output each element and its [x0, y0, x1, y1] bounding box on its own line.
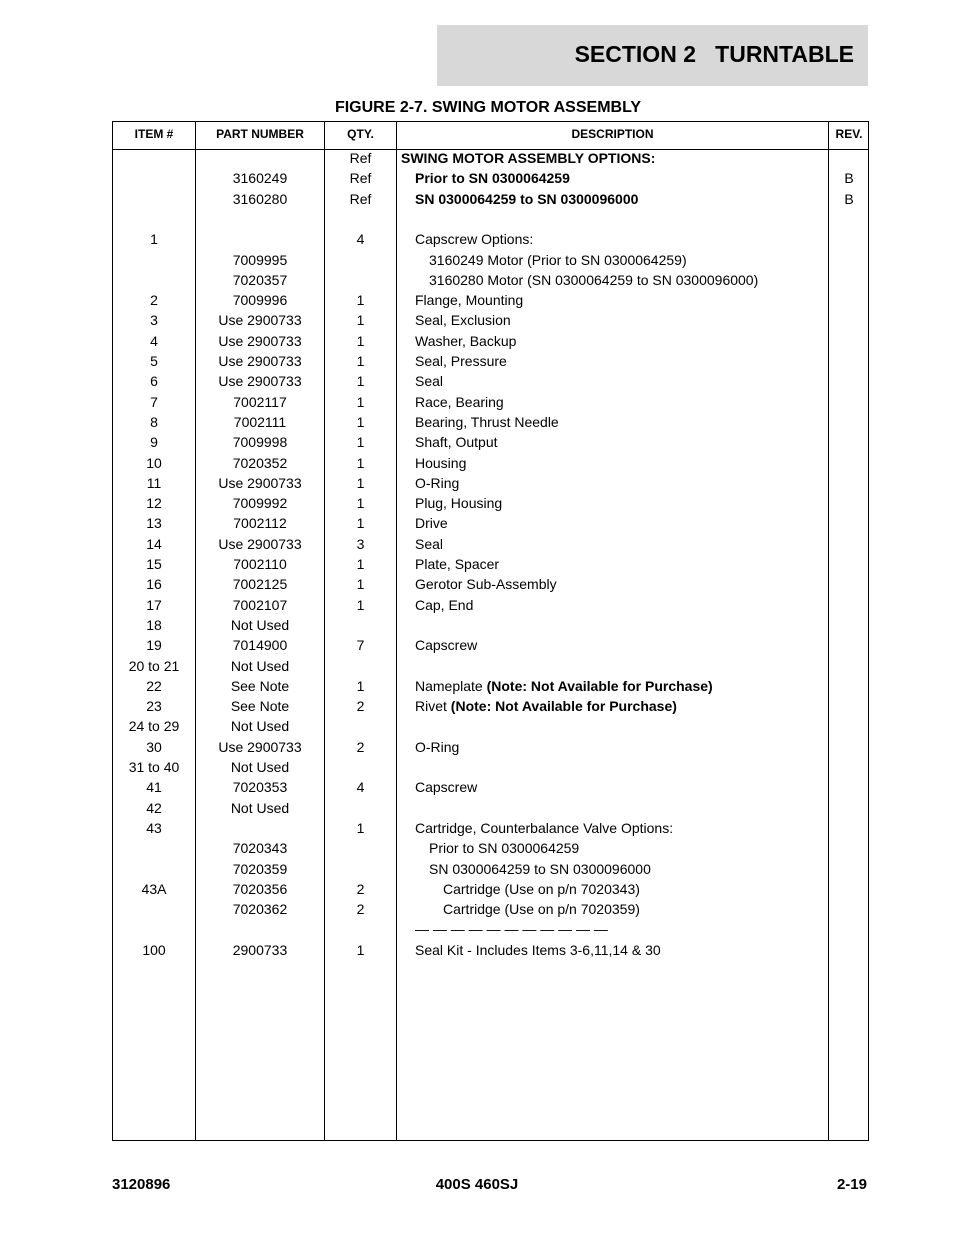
part-number: 7020359	[232, 860, 288, 877]
item-number: 23	[146, 698, 162, 715]
description-text: O-Ring	[415, 474, 460, 491]
quantity: 1	[356, 353, 365, 369]
item-number: 31 to 40	[128, 759, 180, 775]
description-text: 3160249 Motor (Prior to SN 0300064259)	[429, 251, 687, 268]
description-note: (Note: Not Available for Purchase)	[486, 677, 713, 694]
description	[397, 412, 845, 432]
description	[397, 250, 859, 270]
item-number: 17	[146, 596, 162, 613]
part-number: 7020362	[232, 901, 288, 918]
quantity: 4	[356, 231, 365, 248]
description	[397, 432, 845, 452]
part-number: 2900733	[232, 941, 288, 958]
table-row	[113, 716, 868, 736]
quantity: 1	[356, 495, 365, 512]
footer-doc-number: 3120896	[112, 1176, 171, 1193]
part-number: 7002111	[233, 413, 287, 430]
table-row	[113, 676, 868, 696]
description	[397, 392, 845, 412]
description	[397, 879, 873, 899]
table-row	[113, 696, 868, 716]
part-number: 3160280	[232, 190, 288, 207]
part-number: 7002110	[233, 556, 287, 572]
description-text: Shaft, Output	[415, 434, 498, 451]
description-text: Prior to SN 0300064259	[415, 170, 570, 187]
item-number: 43A	[141, 880, 167, 897]
part-number: Not Used	[230, 657, 290, 674]
table-row	[113, 859, 868, 879]
item-number: 12	[146, 495, 162, 512]
description-text: Capscrew	[415, 779, 478, 796]
header-part-number: PART NUMBER	[216, 127, 304, 141]
description	[397, 351, 845, 371]
description	[397, 189, 845, 209]
description	[397, 696, 845, 716]
table-row	[113, 879, 868, 899]
description-text: Prior to SN 0300064259	[429, 840, 580, 857]
item-number: 6	[150, 373, 158, 390]
footer-model: 400S 460SJ	[435, 1176, 519, 1193]
description	[397, 371, 845, 391]
item-number: 30	[146, 738, 162, 755]
description-text: Cartridge (Use on p/n 7020343)	[443, 880, 640, 897]
table-row	[113, 351, 868, 371]
part-number: 3160249	[232, 170, 288, 187]
description	[397, 310, 845, 330]
description	[397, 270, 859, 290]
description	[397, 737, 845, 757]
description	[397, 838, 859, 858]
item-number: 19	[146, 637, 162, 654]
description	[397, 899, 873, 919]
part-number: Use 2900733	[218, 312, 302, 329]
table-row	[113, 290, 868, 310]
part-number: 7009992	[232, 495, 288, 512]
description	[397, 493, 845, 513]
description	[397, 473, 845, 493]
table-row	[113, 656, 868, 676]
parts-table	[112, 121, 869, 1141]
table-row	[113, 919, 868, 939]
description-text: O-Ring	[415, 738, 460, 755]
part-number: 7009996	[232, 292, 288, 309]
part-number: See Note	[230, 698, 290, 715]
description-note: (Note: Not Available for Purchase)	[450, 698, 677, 715]
table-row	[113, 209, 868, 229]
description-text: Washer, Backup	[415, 332, 517, 349]
description	[397, 859, 859, 879]
table-row	[113, 412, 868, 432]
description-text: Nameplate	[415, 677, 487, 694]
quantity: 1	[356, 576, 365, 593]
part-number: Not Used	[230, 759, 290, 775]
part-number: 7020356	[232, 880, 288, 897]
description	[397, 777, 845, 797]
part-number: 7002117	[233, 393, 287, 410]
quantity: 1	[356, 312, 365, 329]
quantity: 1	[356, 434, 365, 451]
table-row	[113, 513, 868, 533]
item-number: 1	[150, 231, 158, 248]
description-text: Cartridge, Counterbalance Valve Options:	[415, 819, 674, 836]
part-number: Not Used	[230, 616, 290, 633]
quantity: 1	[356, 292, 365, 309]
table-row	[113, 574, 868, 594]
item-number: 22	[146, 677, 162, 694]
quantity: 1	[356, 941, 365, 958]
quantity: 1	[356, 413, 365, 430]
header-rev: REV.	[835, 127, 863, 141]
description-text: Race, Bearing	[415, 393, 504, 410]
description-text: SWING MOTOR ASSEMBLY OPTIONS:	[401, 150, 656, 166]
part-number: 7009998	[232, 434, 288, 451]
quantity: 1	[356, 373, 365, 390]
item-number: 14	[146, 535, 162, 552]
table-row	[113, 250, 868, 270]
table-row	[113, 432, 868, 452]
quantity: 2	[356, 698, 365, 715]
quantity: 2	[356, 901, 365, 918]
part-number: Not Used	[230, 799, 290, 816]
quantity: 3	[356, 535, 365, 552]
section-header	[437, 25, 868, 86]
table-row	[113, 554, 868, 574]
part-number: Use 2900733	[218, 373, 302, 390]
part-number: 7002112	[233, 515, 287, 532]
description	[397, 168, 845, 188]
item-number: 9	[150, 434, 158, 451]
description	[397, 574, 845, 594]
part-number: Not Used	[230, 718, 290, 735]
description-text: Seal, Exclusion	[415, 312, 511, 329]
item-number: 8	[150, 413, 158, 430]
item-number: 41	[146, 779, 162, 796]
part-number: 7009995	[232, 251, 288, 268]
part-number: 7020343	[232, 840, 288, 857]
revision: B	[844, 190, 854, 207]
quantity: 1	[356, 819, 365, 836]
description-text: Seal	[415, 373, 444, 390]
description-text: — — — — — — — — — — —	[415, 921, 608, 938]
quantity: Ref	[349, 170, 372, 187]
description	[397, 554, 845, 574]
description	[397, 534, 845, 554]
description-text: Capscrew	[415, 637, 478, 654]
description-text: Flange, Mounting	[415, 292, 524, 309]
footer-page-number: 2-19	[836, 1176, 867, 1193]
table-row	[113, 270, 868, 290]
description-text: Cap, End	[415, 596, 474, 613]
quantity: 1	[356, 677, 365, 694]
table-row	[113, 371, 868, 391]
quantity: 1	[356, 332, 365, 349]
description-text: 3160280 Motor (SN 0300064259 to SN 0300096000)	[429, 271, 759, 288]
header-qty: QTY.	[347, 127, 374, 141]
description-text: Seal	[415, 535, 444, 552]
quantity: 1	[356, 454, 365, 471]
table-row	[113, 737, 868, 757]
part-number: 7002125	[232, 576, 288, 593]
description	[397, 919, 845, 939]
table-row	[113, 940, 868, 960]
item-number: 13	[146, 515, 162, 532]
table-row	[113, 148, 868, 168]
description	[397, 676, 845, 696]
item-number: 11	[146, 474, 162, 491]
item-number: 100	[142, 941, 166, 958]
item-number: 42	[146, 799, 162, 816]
item-number: 16	[146, 576, 162, 593]
table-row	[113, 189, 868, 209]
description-text: Seal, Pressure	[415, 353, 507, 369]
part-number: See Note	[230, 677, 290, 694]
quantity: Ref	[349, 150, 372, 166]
item-number: 18	[146, 616, 162, 633]
table-row	[113, 635, 868, 655]
description-text: SN 0300064259 to SN 0300096000	[429, 860, 651, 877]
part-number: 7020352	[232, 454, 288, 471]
table-row	[113, 310, 868, 330]
description-text: Drive	[415, 515, 448, 532]
header-item: ITEM #	[134, 127, 174, 141]
quantity: 1	[356, 556, 365, 572]
table-row	[113, 818, 868, 838]
description-text: Gerotor Sub-Assembly	[415, 576, 557, 593]
table-row	[113, 534, 868, 554]
part-number: 7014900	[232, 637, 288, 654]
table-row	[113, 798, 868, 818]
table-row	[113, 899, 868, 919]
revision: B	[844, 170, 854, 187]
table-row	[113, 331, 868, 351]
description-text: Plug, Housing	[415, 495, 503, 512]
item-number: 10	[146, 454, 162, 471]
item-number: 7	[150, 393, 158, 410]
quantity: 1	[356, 474, 365, 491]
description-text: Housing	[415, 454, 467, 471]
table-row	[113, 777, 868, 797]
item-number: 4	[150, 332, 158, 349]
table-row	[113, 595, 868, 615]
description-text: Seal Kit - Includes Items 3-6,11,14 & 30	[415, 941, 661, 958]
item-number: 24 to 29	[128, 718, 180, 735]
header-description: DESCRIPTION	[571, 127, 654, 141]
table-row	[113, 453, 868, 473]
description	[397, 148, 831, 168]
table-row	[113, 838, 868, 858]
description	[397, 290, 845, 310]
quantity: 4	[356, 779, 365, 796]
table-row	[113, 473, 868, 493]
quantity: 2	[356, 880, 365, 897]
part-number: Use 2900733	[218, 332, 302, 349]
table-row	[113, 168, 868, 188]
part-number: 7002107	[232, 596, 288, 613]
description	[397, 331, 845, 351]
description	[397, 940, 845, 960]
quantity: 1	[356, 393, 365, 410]
description-text: Capscrew Options:	[415, 231, 534, 248]
item-number: 43	[146, 819, 162, 836]
section-title: SECTION 2 TURNTABLE	[574, 41, 854, 67]
table-row	[113, 493, 868, 513]
description-text: Cartridge (Use on p/n 7020359)	[443, 901, 640, 918]
description	[397, 513, 845, 533]
part-number: 7020353	[232, 779, 288, 796]
table-row	[113, 392, 868, 412]
table-row	[113, 229, 868, 249]
item-number: 15	[146, 556, 162, 572]
description	[397, 453, 845, 473]
quantity: 1	[356, 596, 365, 613]
part-number: Use 2900733	[218, 353, 302, 369]
part-number: Use 2900733	[218, 535, 302, 552]
item-number: 5	[150, 353, 158, 369]
description	[397, 595, 845, 615]
quantity: 2	[356, 738, 365, 755]
description-text: SN 0300064259 to SN 0300096000	[415, 190, 639, 207]
quantity: 1	[356, 515, 365, 532]
part-number: 7020357	[232, 271, 288, 288]
description	[397, 818, 845, 838]
part-number: Use 2900733	[218, 738, 302, 755]
quantity: 7	[356, 637, 365, 654]
part-number: Use 2900733	[218, 474, 302, 491]
table-row	[113, 757, 868, 777]
description-text: Plate, Spacer	[415, 556, 500, 572]
item-number: 2	[150, 292, 158, 309]
item-number: 3	[150, 312, 158, 329]
description-text: Bearing, Thrust Needle	[415, 413, 559, 430]
description	[397, 229, 845, 249]
table-row	[113, 615, 868, 635]
quantity: Ref	[349, 190, 372, 207]
description	[397, 635, 845, 655]
description-text: Rivet	[415, 698, 451, 715]
figure-title: FIGURE 2-7. SWING MOTOR ASSEMBLY	[334, 99, 642, 116]
item-number: 20 to 21	[128, 657, 180, 674]
